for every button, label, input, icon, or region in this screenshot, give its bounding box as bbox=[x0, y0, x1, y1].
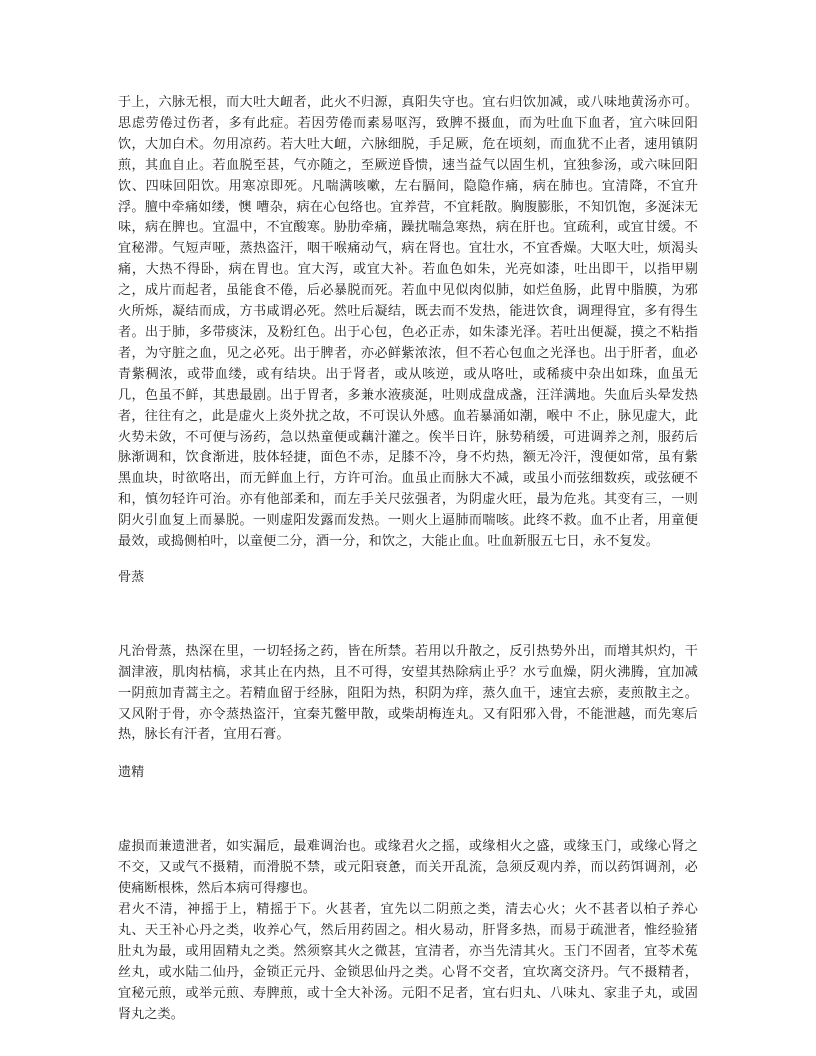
gu-zheng-heading: 骨蒸 bbox=[118, 569, 145, 585]
yi-jing-paragraph-1: 虚损而兼遗泄者，如实漏卮，最难调治也。或缘君火之摇，或缘相火之盛，或缘玉门，或缘心肾之不交，又或气不摄精，而滑脱不禁，或元阳衰惫，而关开乱流，急须反观内养，而以药饵调剂，必使痛断根株，然后本病可得瘳也。 bbox=[118, 839, 698, 897]
intro-paragraph: 于上，六脉无根，而大吐大衄者，此火不归源，真阳失守也。宜右归饮加减，或八味地黄汤亦可。思虑劳倦过伤者，多有此症。若因劳倦而素易呕泻，致脾不摄血，而为吐血下血者，宜六味回阳饮，大加白术。勿用凉药。若大吐大衄，六脉细脱，手足厥，危在顷刻，而血犹不止者，速用镇阴煎，其血自止。若血脱至甚，气亦随之，至厥逆昏愦，速当益气以固生机，宜独参汤，或六味回阳饮、四味回阳饮。用寒凉即死。凡喘满咳嗽，左右膈间，隐隐作痛，病在肺也。宜清降，不宜升浮。膻中牵痛如缕，懊 嘈杂，病在心包络也。宜养营，不宜耗散。胸腹膨胀，不知饥饱，多涎沫无味，病在脾也。宜温中，不宜酸寒。胁肋牵痛，躁扰喘急寒热，病在肝也。宜疏利，或宜甘缓。不宜秘滞。气短声哑，蒸热盗汗，咽干喉痛动气，病在肾也。宜壮水，不宜香燥。大呕大吐，烦渴头痛，大热不得卧，病在胃也。宜大泻，或宜大补。若血色如朱，光亮如漆，吐出即干，以指甲剔之，成片而起者，虽能食不倦，后必暴脱而死。若血中见似肉似肺，如烂鱼肠，此胃中脂膜，为邪火所烁，凝结而成，方书咸谓必死。然吐后凝结，既去而不发热，能进饮食，调理得宜，多有得生者。出于肺，多带痰沫，及粉红色。出于心包，色必正赤，如朱漆光泽。若吐出便凝，摸之不粘指者，为守脏之血，见之必死。出于脾者，亦必鲜紫浓浓，但不若心包血之光泽也。出于肝者，血必青紫稠浓，或带血缕，或有结块。出于肾者，或从咳逆，或从咯吐，或稀痰中杂出如珠，血虽无几，色虽不鲜，其患最剧。出于胃者，多兼水液痰涎，吐则成盘成盏，汪洋满地。失血后头晕发热者，往往有之，此是虚火上炎外扰之故，不可误认外感。血若暴涌如潮，喉中 不止，脉见虚大，此火势未敛，不可便与汤药，急以热童便或藕汁灌之。俟半日许，脉势稍缓，可进调养之剂，服药后脉渐调和，饮食渐进，肢体轻捷，面色不赤，足膝不冷，身不灼热，额无冷汗，溲便如常，虽有紫黑血块，时欲咯出，而无鲜血上行，方许可治。血虽止而脉大不减，或虽小而弦细数疾，或弦硬不和，慎勿轻许可治。亦有他部柔和，而左手关尺弦强者，为阴虚火旺，最为危兆。其变有三，一则阴火引血复上而暴脱。一则虚阳发露而发热。一则火上逼肺而喘咳。此终不救。血不止者，用童便最效，或捣侧柏叶，以童便二分，酒一分，和饮之，大能止血。吐血新服五七日，永不复发。 bbox=[118, 95, 698, 550]
section-spacer bbox=[118, 746, 698, 763]
yi-jing-paragraph-2: 君火不清，神摇于上，精摇于下。火甚者，宜先以二阴煎之类，清去心火；火不甚者以柏子养心丸、天王补心丹之类，收养心气，然后用药固之。相火易动，肝肾多热，而易于疏泄者，惟经验猪肚丸为最，或用固精丸之类。然须察其火之微甚，宜清者，亦当先清其火。玉门不固者，宜苓术菟丝丸，或水陆二仙丹，金锁正元丹、金锁思仙丹之类。心肾不交者，宜坎离交济丹。气不摄精者，宜秘元煎，或举元煎、寿脾煎，或十全大补汤。元阳不足者，宜右归丸、八味丸、家韭子丸，或固肾丸之类。 bbox=[118, 902, 698, 1022]
section-spacer bbox=[118, 589, 698, 642]
gu-zheng-paragraph: 凡治骨蒸，热深在里，一切轻扬之药，皆在所禁。若用以升散之，反引热势外出，而增其炽灼，干涸津液，肌肉枯槁，求其止在内热，且不可得，安望其热除病止乎？水亏血燥，阴火沸腾，宜加减一阴煎加青蒿主之。若精血留于经脉，阻阳为热，积阴为痒，蒸久血干，速宜去瘀，麦煎散主之。又风附于骨，亦令蒸热盗汗，宜秦艽鳖甲散，或柴胡梅连丸。又有阳邪入骨，不能泄越，而先寒后热，脉长有汗者，宜用石膏。 bbox=[118, 643, 698, 743]
section-spacer bbox=[118, 784, 698, 837]
section-spacer bbox=[118, 553, 698, 568]
document-page bbox=[118, 93, 698, 1025]
yi-jing-heading: 遗精 bbox=[118, 765, 145, 781]
